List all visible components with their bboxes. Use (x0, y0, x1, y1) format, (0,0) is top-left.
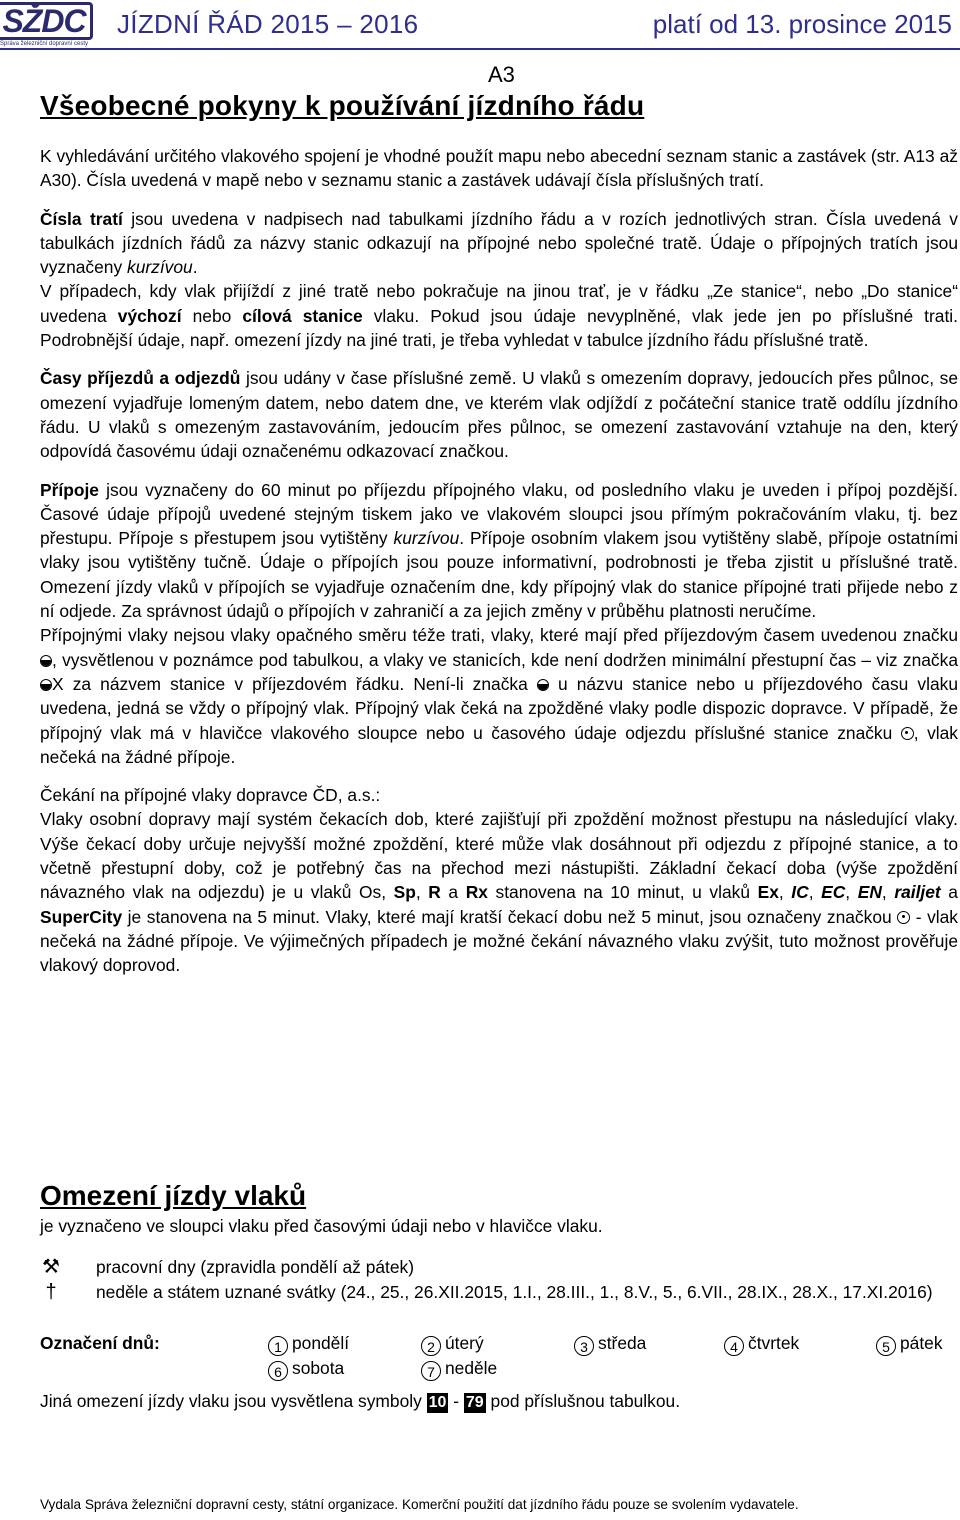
half-circle-icon (40, 655, 52, 667)
valid-from: platí od 13. prosince 2015 (652, 9, 952, 39)
day-monday: 1 pondělí (268, 1331, 349, 1356)
timetable-title: JÍZDNÍ ŘÁD 2015 – 2016 (117, 9, 419, 39)
tracks-paragraph-2: V případech, kdy vlak přijíždí z jiné tratě nebo pokračuje na jinou trať, je v řádku „Ze stanice“, nebo „Do stanice“ uvedena výchozí nebo cílová stanice vlaku. Pokud jsou údaje nevyplněné, vlak jede jen po příslušné trati. Podrobnější údaje, např. omezení jízdy na jiné trati, je třeba vyhledat v tabulce jízdního řádu příslušné tratě. (40, 281, 958, 351)
connections-paragraph: Přípoje jsou vyznačeny do 60 minut po příjezdu přípojného vlaku, od posledního vlaku je uveden i přípoj pozdější. Časové údaje přípojů uvedené stejným tiskem jako ve vlakovém sloupci jsou přímým pokračováním vlaku, tj. bez přestupu. Přípoje s přestupem jsou vytištěny kurzívou. Přípoje osobním vlakem jsou vytištěny slabě, přípoje ostatními vlaky jsou vytištěny tučně. Údaje o přípojích jsou pouze informativní, podrobnosti je třeba zjistit u příslušné tratě. Omezení jízdy vlaků v přípojích se vyjadřuje označením dne, kdy přípojný vlak do stanice přípojné trati přijede nebo z ní odjede. Za správnost údajů o přípojích v zahraničí a za jejich změny v průběhu platnosti neručíme. (40, 479, 958, 622)
page-code: A3 (488, 62, 515, 87)
times-paragraph: Časy příjezdů a odjezdů jsou udány v čase příslušné země. U vlaků s omezením dopravy, jedoucích přes půlnoc, se omezení vyjadřuje lomeným datem, nebo datem dne, ve kterém vlak odjíždí z počáteční stanice tratě oddílu jízdního řádu. U vlaků s omezeným zastavováním, jedoucím přes půlnoc, se omezení zastavování vztahuje na den, který odpovídá časovému údaji označenému odkazovací značkou. (40, 368, 958, 462)
day-sunday: 7 neděle (421, 1356, 497, 1381)
legend-row-workdays: ⚒ pracovní dny (zpravidla pondělí až pátek) (40, 1255, 958, 1280)
code-box-10: 10 (428, 1394, 447, 1411)
intro-paragraph: K vyhledávání určitého vlakového spojení je vhodné použít mapu nebo abecední seznam stanic a zastávek (str. A13 až A30). Čísla uvedená v mapě nebo v seznamu stanic a zastávek udávají čísla příslušných tratí. (40, 146, 958, 191)
waiting-paragraph: Vlaky osobní dopravy mají systém čekacích dob, které zajišťují při zpoždění možnost přestupu na následující vlaky. Výše čekací doby určuje nejvyšší možné zpoždění, které může vlak dosáhnout při odjezdu z přípojné stanice, a to včetně přestupní doby, což je potřebný čas na přechod mezi nástupišti. Základní čekací doba (výše zpoždění návazného vlak na odjezdu) je u vlaků Os, Sp, R a Rx stanovena na 10 minut, u vlaků Ex, IC, EC, EN, railjet a SuperCity je stanovena na 5 minut. Vlaky, které mají kratší čekací dobu než 5 minut, jsou označeny značkou - vlak nečeká na žádné přípoje. Ve výjimečných případech je možné čekání návazného vlaku zvýšit, tuto možnost prověřuje vlakový doprovod. (40, 809, 958, 976)
railjet-brand: railjet (894, 882, 941, 903)
cross-icon: † (45, 1280, 57, 1303)
supercity-brand: SuperCity (40, 906, 123, 927)
circled-dot-icon (897, 911, 910, 924)
szdc-logo (0, 2, 89, 47)
restrictions-heading: Omezení jízdy vlaků (40, 1180, 307, 1211)
restrictions-legend (40, 1255, 958, 1304)
en-brand: EN (857, 882, 882, 903)
connections-paragraph-2: Přípojnými vlaky nejsou vlaky opačného směru téže trati, vlaky, které mají před příjezdovým časem uvedenou značku , vysvětlenou v poznámce pod tabulkou, a vlaky ve stanicích, kde není dodržen minimální přestupní čas – viz značka X za názvem stanice v příjezdovém řádku. Není-li značka u názvu stanice nebo u příjezdového času vlaku uvedena, jedná se vždy o přípojný vlak. Přípojný vlak čeká na zpožděné vlaky podle dispozic dopravce. V případě, že přípojný vlak má v hlavičce vlakového sloupce nebo u časového údaje odjezdu příslušné stanice značku , vlak nečeká na žádné přípoje. (40, 625, 959, 767)
ic-brand: IC (791, 882, 809, 903)
header-rule (0, 48, 960, 50)
days-label: Označení dnů: (40, 1333, 160, 1353)
half-circle-icon (537, 679, 549, 691)
code-box-79: 79 (465, 1394, 484, 1411)
logo-mark: SŽDC (0, 2, 93, 40)
page-header (0, 0, 960, 52)
hammers-icon: ⚒ (42, 1256, 60, 1278)
day-wednesday: 3 středa (574, 1331, 646, 1356)
day-thursday: 4 čtvrtek (724, 1331, 799, 1356)
circled-dot-icon (901, 727, 914, 740)
ec-brand: EC (821, 882, 846, 903)
other-restrictions: Jiná omezení jízdy vlaku jsou vysvětlena symboly 10 - 79 pod příslušnou tabulkou. (40, 1391, 681, 1411)
tracks-paragraph: Čísla tratí jsou uvedena v nadpisech nad tabulkami jízdního řádu a v rozích jednotlivých stran. Čísla uvedená v tabulkách jízdních řádů za názvy stanic odkazují na přípojné nebo společné tratě. Údaje o přípojných tratích jsou vyznačeny kurzívou. (40, 208, 958, 278)
half-circle-icon (40, 679, 52, 691)
day-friday: 5 pátek (876, 1331, 943, 1356)
legend-row-holidays: † neděle a státem uznané svátky (24., 25., 26.XII.2015, 1.I., 28.III., 1., 8.V., 5., 6.VII., 28.IX., 28.X., 17.XI.2016) (40, 1280, 958, 1305)
page-heading: Všeobecné pokyny k používání jízdního řádu (40, 90, 645, 121)
logo-subtitle: Správa železniční dopravní cesty (0, 41, 89, 47)
day-saturday: 6 sobota (268, 1356, 344, 1381)
restrictions-intro: je vyznačeno ve sloupci vlaku před časovými údaji nebo v hlavičce vlaku. (40, 1216, 603, 1236)
day-tuesday: 2 úterý (421, 1331, 484, 1356)
waiting-title: Čekání na přípojné vlaky dopravce ČD, a.s.: (40, 785, 381, 806)
publisher-footer: Vydala Správa železniční dopravní cesty, státní organizace. Komerční použití dat jízdního řádu pouze se svolením vydavatele. (40, 1497, 799, 1512)
main-text (40, 144, 958, 978)
